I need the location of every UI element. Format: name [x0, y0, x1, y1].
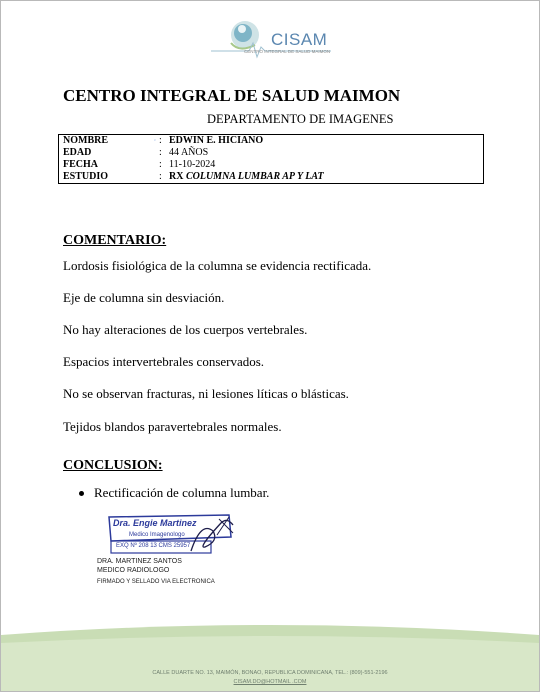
footer-email[interactable]: CISAM.DO@HOTMAIL .COM: [233, 679, 307, 685]
comment-heading: COMENTARIO:: [63, 233, 167, 248]
info-separator: :: [159, 135, 162, 146]
logo-subtitle: CENTRO INTEGRAL DE SALUD MAIMON: [244, 49, 331, 54]
signer-role: MEDICO RADIOLOGO: [97, 567, 170, 574]
info-key: EDAD: [63, 147, 92, 158]
stamp-role: Medico Imagenologo: [129, 532, 185, 538]
comment-line: Espacios intervertebrales conservados.: [63, 354, 265, 369]
footer-address: CALLE DUARTE NO. 13, MAIMÓN, BONAO, REPUBLICA DOMINICANA, TEL.: (809)-551-2196: [152, 670, 388, 676]
info-value: 11-10-2024: [169, 159, 216, 170]
comment-line: Tejidos blandos paravertebrales normales.: [63, 419, 282, 434]
study-name: COLUMNA LUMBAR AP Y LAT: [185, 171, 324, 182]
conclusion-heading: CONCLUSION:: [63, 458, 163, 473]
info-key: FECHA: [63, 159, 98, 170]
info-key: ESTUDIO: [63, 171, 109, 182]
comment-line: Eje de columna sin desviación.: [63, 290, 225, 305]
info-value: EDWIN E. HICIANO: [169, 135, 264, 146]
signature-note: FIRMADO Y SELLADO VIA ELECTRONICA: [97, 579, 215, 585]
info-separator: :: [159, 147, 162, 158]
study-prefix: RX: [169, 171, 186, 182]
conclusion-text: Rectificación de columna lumbar.: [94, 485, 270, 500]
bullet-icon: [79, 491, 84, 496]
comment-line: No hay alteraciones de los cuerpos vertebrales.: [63, 322, 308, 337]
info-separator: :: [159, 171, 162, 182]
comment-line: No se observan fracturas, ni lesiones líticas o blásticas.: [63, 386, 349, 401]
autocorrect-mark-icon: ᵕ: [154, 138, 156, 144]
info-separator: :: [159, 159, 162, 170]
stamp-exequatur: EXQ Nº 208 13 CMS 25957: [116, 543, 191, 549]
info-value: 44 AÑOS: [169, 147, 209, 158]
info-value: [169, 171, 324, 183]
patient-info-box: [58, 134, 484, 184]
stamp-name: Dra. Engie Martinez: [113, 518, 197, 528]
info-key: NOMBRE: [63, 135, 108, 146]
department-title: DEPARTAMENTO DE IMAGENES: [207, 112, 394, 126]
page-title: CENTRO INTEGRAL DE SALUD MAIMON: [63, 86, 401, 105]
comment-line: Lordosis fisiológica de la columna se evidencia rectificada.: [63, 258, 372, 273]
logo-name: CISAM: [271, 30, 328, 49]
signer-name: DRA. MARTINEZ SANTOS: [97, 558, 182, 565]
